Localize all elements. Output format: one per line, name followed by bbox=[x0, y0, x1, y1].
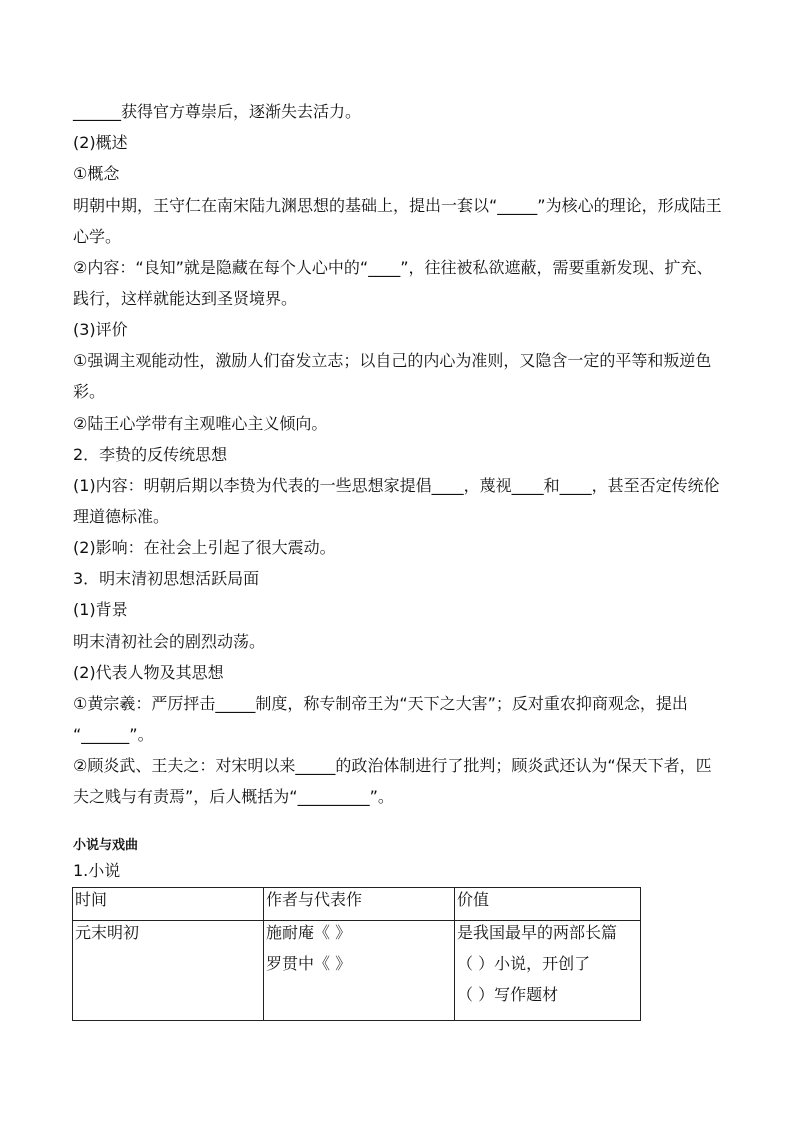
table-row bbox=[73, 921, 641, 1021]
value-line: （ ）写作题材 bbox=[457, 985, 559, 1004]
cell-works bbox=[264, 921, 455, 1021]
text-line: (1)内容：明朝后期以李贽为代表的一些思想家提倡____，蔑视____和____，甚至否定传统伦 bbox=[73, 476, 720, 495]
text-line: (2)影响：在社会上引起了很大震动。 bbox=[73, 538, 336, 557]
value-line: 是我国最早的两部长篇 bbox=[457, 923, 618, 942]
text-line: “______”。 bbox=[73, 725, 154, 744]
text-line: ①强调主观能动性，激励人们奋发立志；以自己的内心为准则，又隐含一定的平等和叛逆色 bbox=[73, 351, 712, 370]
cell-value bbox=[455, 921, 641, 1021]
text-line: 践行，这样就能达到圣贤境界。 bbox=[73, 289, 298, 308]
novel-table bbox=[72, 887, 641, 1021]
header-cell-works: 作者与代表作 bbox=[264, 888, 455, 921]
text-line: (3)评价 bbox=[73, 320, 128, 339]
text-line: (2)概述 bbox=[73, 133, 128, 152]
text-line: 3．明末清初思想活跃局面 bbox=[73, 569, 260, 588]
text-line: 明末清初社会的剧烈动荡。 bbox=[73, 632, 266, 651]
text-line: 彩。 bbox=[73, 382, 106, 401]
text-line: ②陆王心学带有主观唯心主义倾向。 bbox=[73, 414, 328, 433]
text-line: ①黄宗羲：严厉抨击_____制度，称专制帝王为“天下之大害”；反对重农抑商观念，提出 bbox=[73, 694, 688, 713]
text-line: (1)背景 bbox=[73, 600, 128, 619]
text-line: ______获得官方尊崇后，逐渐失去活力。 bbox=[73, 102, 362, 121]
sub-heading: 1.小说 bbox=[73, 861, 121, 880]
value-line: （ ）小说，开创了 bbox=[457, 954, 591, 973]
cell-time bbox=[73, 921, 264, 1021]
text-line: ①概念 bbox=[73, 164, 120, 183]
text-line: ②内容：“良知”就是隐藏在每个人心中的“____”，往往被私欲遮蔽，需要重新发现、扩充、 bbox=[73, 258, 713, 277]
header-cell-time: 时间 bbox=[73, 888, 264, 921]
text-line: 2．李贽的反传统思想 bbox=[73, 445, 228, 464]
text-line: (2)代表人物及其思想 bbox=[73, 663, 224, 682]
section-heading: 小说与戏曲 bbox=[73, 838, 139, 853]
text-line: 夫之贱与有责焉”，后人概括为“_________”。 bbox=[73, 787, 394, 806]
text-line: ②顾炎武、王夫之：对宋明以来_____的政治体制进行了批判；顾炎武还认为“保天下者，匹 bbox=[73, 756, 712, 775]
work-line: 施耐庵《 》 bbox=[266, 923, 352, 942]
text-line: 理道德标准。 bbox=[73, 507, 170, 526]
text-line: 心学。 bbox=[73, 227, 122, 246]
text-line: 明朝中期，王守仁在南宋陆九渊思想的基础上，提出一套以“_____”为核心的理论，形成陆王 bbox=[73, 196, 722, 215]
table-header-row bbox=[73, 888, 641, 921]
work-line: 罗贯中《 》 bbox=[266, 954, 352, 973]
header-cell-value: 价值 bbox=[455, 888, 641, 921]
cell-time-text: 元末明初 bbox=[75, 923, 140, 942]
